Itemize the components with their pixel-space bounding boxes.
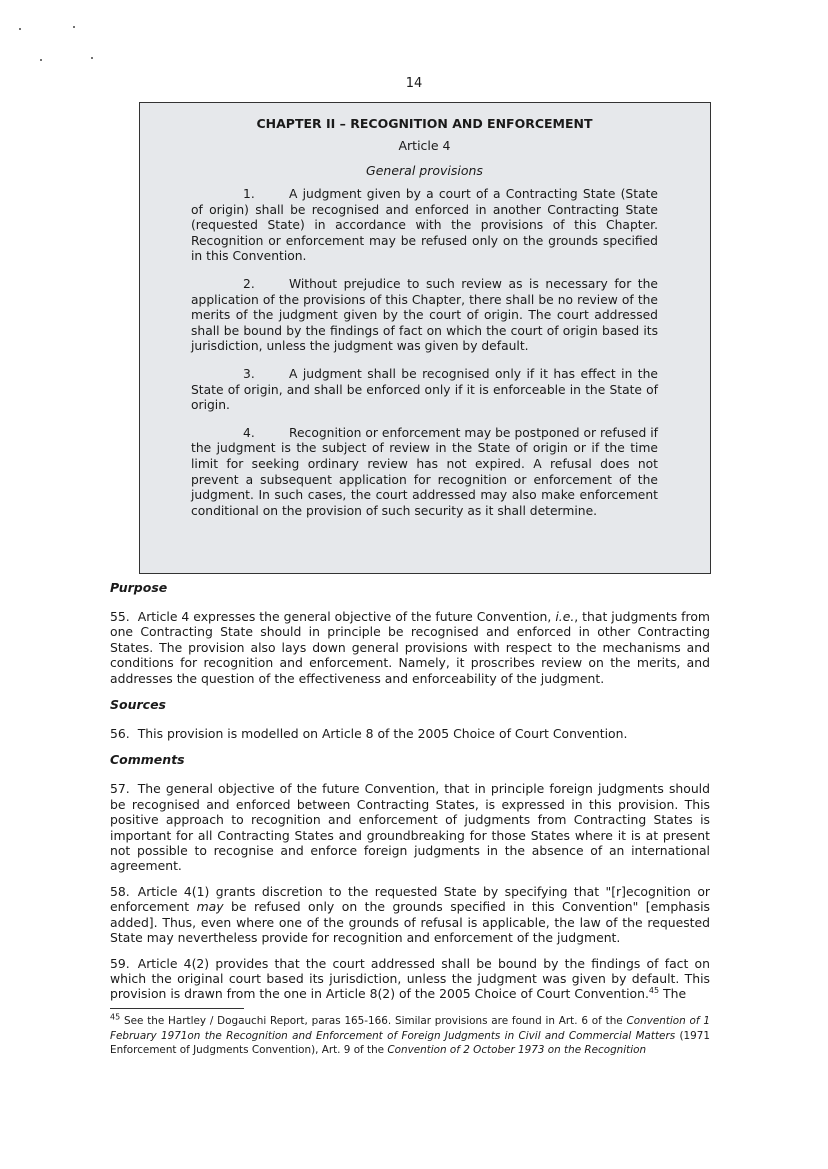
scan-speck bbox=[40, 59, 42, 61]
paragraph-text: The bbox=[659, 986, 687, 1002]
scan-speck bbox=[73, 26, 75, 28]
footnote-text: (1971 Enforcement of Judgments Convention), Art. 9 of the bbox=[110, 1029, 710, 1056]
paragraph-56 bbox=[110, 726, 710, 741]
paragraph-text: The general objective of the future Convention, that in principle foreign judgments should be recognised and enforced between Contracting States, is expressed in this provision. This positive approach to recognition and enforcement of judgments from Contracting States is important for all Contracting States and groundbreaking for those States where it is at present not possible to recognise and enforce foreign judgments in the absence of an international agreement. bbox=[110, 781, 710, 874]
article-paragraph bbox=[191, 367, 658, 414]
paragraph-59 bbox=[110, 956, 710, 1002]
article-paragraph bbox=[191, 426, 658, 520]
paragraph-number: 2. bbox=[243, 276, 255, 291]
paragraph-text: Recognition or enforcement may be postponed or refused if the judgment is the subject of review in the State of origin or if the time limit for seeking ordinary review has not expired. A refusal does not prevent a subsequent application for recognition or enforcement of the judgment. In such cases, the court addressed may also make enforcement conditional on the provision of such security as it shall determine. bbox=[191, 425, 658, 518]
paragraph-58 bbox=[110, 884, 710, 946]
paragraph-number: 4. bbox=[243, 425, 255, 440]
article-paragraph bbox=[191, 187, 658, 265]
paragraph-text: Article 4(2) provides that the court addressed shall be bound by the findings of fact on which the original court based its jurisdiction, unless the judgment was given by default. This provision is drawn from the one in Article 8(2) of the 2005 Choice of Court Convention. bbox=[110, 955, 710, 1002]
paragraph-number: 1. bbox=[243, 187, 255, 201]
commentary-body bbox=[110, 579, 710, 1012]
paragraph-text: Article 4 expresses the general objective of the future Convention, bbox=[137, 609, 556, 624]
section-heading-sources: Sources bbox=[110, 697, 166, 713]
article-heading: Article 4 bbox=[398, 138, 451, 153]
footnote-text: See the Hartley / Dogauchi Report, paras 165-166. Similar provisions are found in Art. 6 of the bbox=[120, 1015, 627, 1027]
italic-text: may bbox=[196, 899, 224, 915]
paragraph-text: Without prejudice to such review as is necessary for the application of the provisions of this Chapter, there shall be no review of the merits of the judgment given by the court of origin. The court addressed shall be bound by the findings of fact on which the court of origin based its jurisdiction, unless the judgment was given by default. bbox=[191, 276, 658, 354]
convention-text-box bbox=[139, 102, 711, 574]
paragraph-number: 55. bbox=[110, 609, 130, 624]
paragraph-number: 59. bbox=[110, 955, 130, 971]
footnote-number: 45 bbox=[110, 1012, 121, 1022]
footnote-italic-title: Convention of 1 February 1971on the Recognition and Enforcement of Foreign Judgments in Civil and Commercial Matters bbox=[110, 1015, 710, 1042]
footnote-reference[interactable]: 45 bbox=[648, 986, 660, 996]
footnote-45 bbox=[110, 1014, 710, 1058]
paragraph-text: A judgment shall be recognised only if it has effect in the State of origin, and shall be enforced only if it is enforceable in the State of origin. bbox=[191, 366, 658, 413]
paragraph-number: 58. bbox=[110, 883, 130, 899]
section-heading-comments: Comments bbox=[110, 752, 185, 768]
italic-text: i.e. bbox=[555, 609, 575, 624]
paragraph-text: This provision is modelled on Article 8 of the 2005 Choice of Court Convention. bbox=[137, 726, 628, 742]
page-number: 14 bbox=[405, 76, 423, 91]
paragraph-text: be refused only on the grounds specified in this Convention" [emphasis added]. Thus, even where one of the grounds of refusal is applicable, the law of the requested State may nevertheless provide for recognition and enforcement of the judgment. bbox=[110, 899, 710, 946]
paragraph-text: A judgment given by a court of a Contracting State (State of origin) shall be recognised and enforced in another Contracting State (requested State) in accordance with the provisions of this Chapter. Recognition or enforcement may be refused only on the grounds specified in this Convention. bbox=[191, 187, 658, 264]
scan-speck bbox=[91, 57, 93, 59]
paragraph-57 bbox=[110, 781, 710, 873]
section-heading-purpose: Purpose bbox=[110, 580, 168, 595]
paragraph-number: 57. bbox=[110, 781, 130, 797]
chapter-title: CHAPTER II – RECOGNITION AND ENFORCEMENT bbox=[256, 116, 593, 131]
footnote-divider bbox=[110, 1008, 244, 1009]
paragraph-number: 56. bbox=[110, 726, 130, 742]
article-subtitle: General provisions bbox=[366, 163, 483, 178]
article-paragraph bbox=[191, 277, 658, 355]
scan-speck bbox=[19, 28, 21, 30]
paragraph-55 bbox=[110, 609, 710, 686]
paragraph-text: Article 4(1) grants discretion to the requested State by specifying that "[r]ecognition or enforcement bbox=[110, 883, 710, 915]
paragraph-number: 3. bbox=[243, 366, 255, 381]
footnote-italic-title: Convention of 2 October 1973 on the Recognition bbox=[387, 1044, 647, 1056]
paragraph-text: , that judgments from one Contracting State should in principle be recognised and enforced in other Contracting States. The provision also lays down general provisions with respect to the mechanisms and conditions for recognition and enforcement. Namely, it proscribes review on the merits, and addresses the question of the effectiveness and enforceability of the judgment. bbox=[110, 609, 710, 686]
